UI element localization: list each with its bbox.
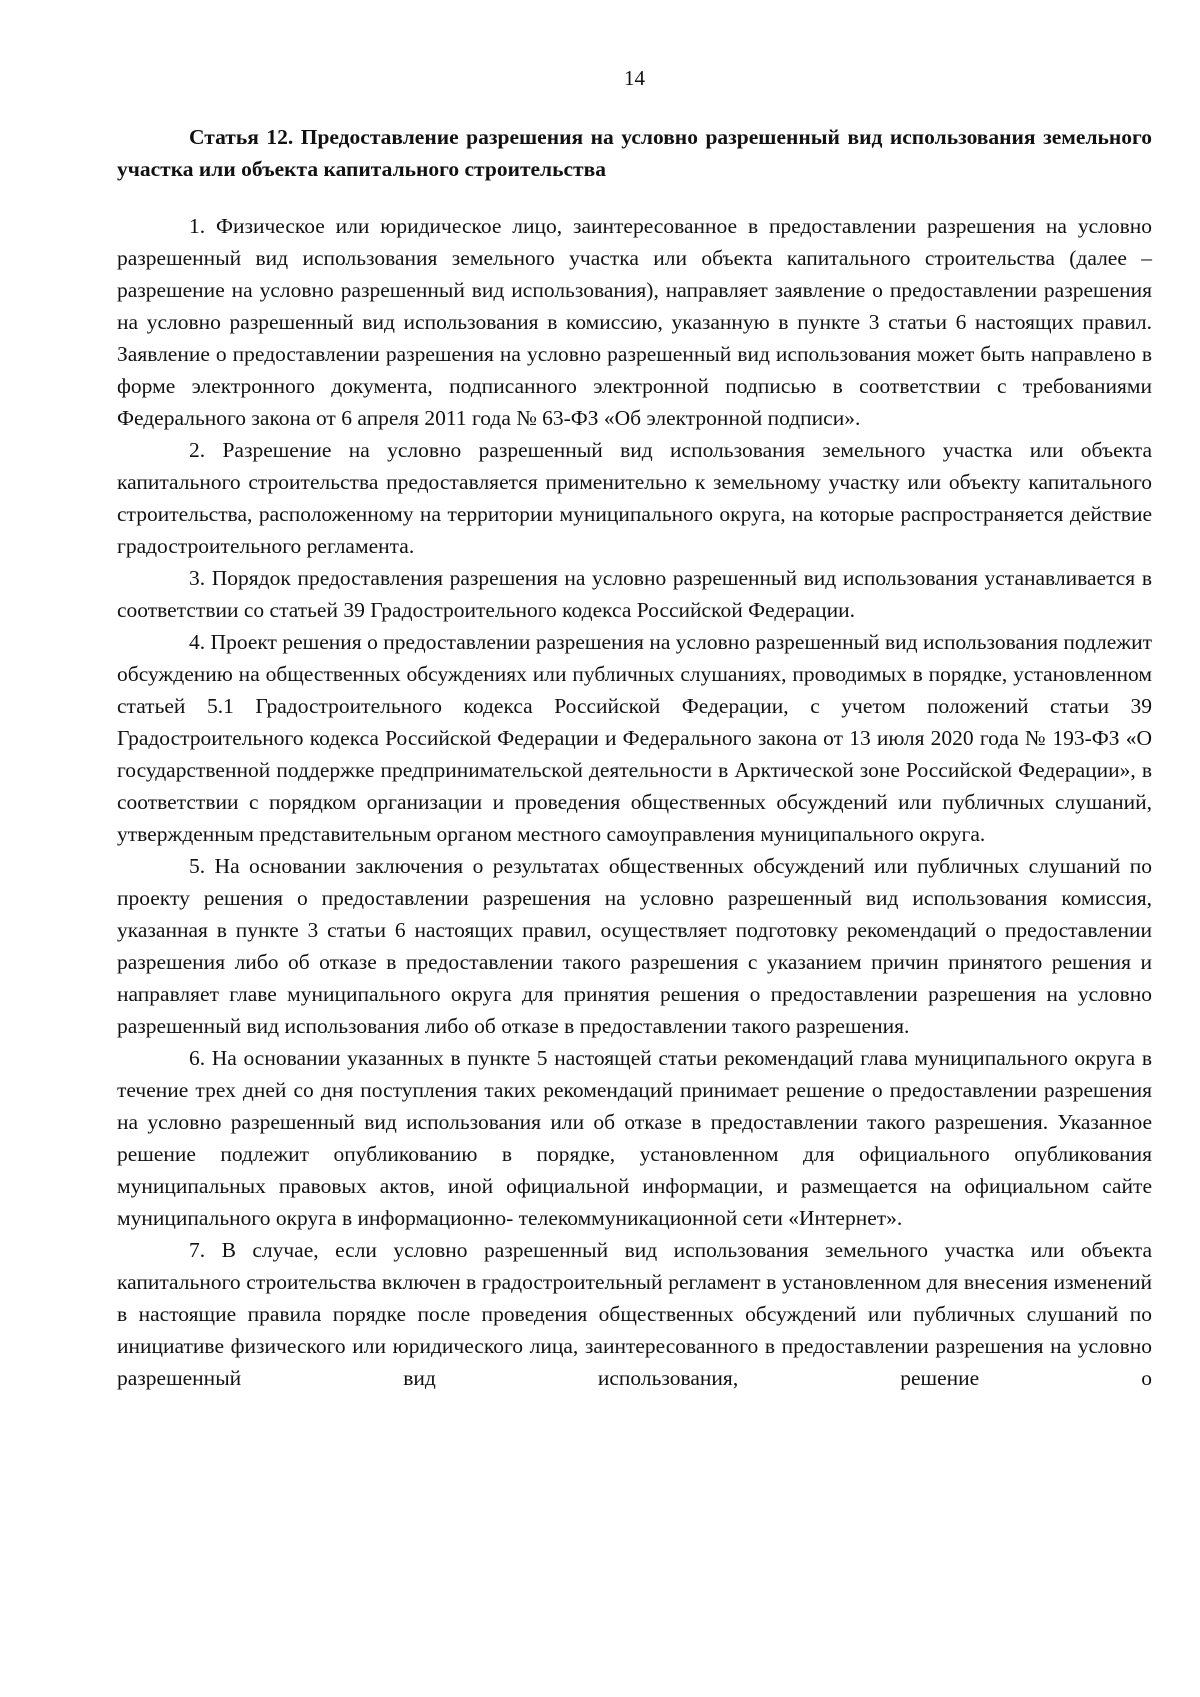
paragraph-7: 7. В случае, если условно разрешенный вид использования земельного участка или объекта капитального строительства включен в градостроительный регламент в установленном для внесения изменений в настоящие правила порядке после проведения общественных обсуждений или публичных слушаний по инициативе физического или юридического лица, заинтересованного в предоставлении разрешения на условно разрешенный вид использования, решение о (117, 1238, 1152, 1390)
paragraph-5: 5. На основании заключения о результатах общественных обсуждений или публичных слушаний по проекту решения о предоставлении разрешения на условно разрешенный вид использования комиссия, указанная в пункте 3 статьи 6 настоящих правил, осуществляет подготовку рекомендаций о предоставлении разрешения либо об отказе в предоставлении такого разрешения с указанием причин принятого решения и направляет главе муниципального округа для принятия решения о предоставлении разрешения на условно разрешенный вид использования либо об отказе в предоставлении такого разрешения. (117, 854, 1152, 1038)
paragraph-4: 4. Проект решения о предоставлении разрешения на условно разрешенный вид использования подлежит обсуждению на общественных обсуждениях или публичных слушаниях, проводимых в порядке, установленном статьей 5.1 Градостроительного кодекса Российской Федерации, с учетом положений статьи 39 Градостроительного кодекса Российской Федерации и Федерального закона от 13 июля 2020 года № 193-ФЗ «О государственной поддержке предпринимательской деятельности в Арктической зоне Российской Федерации», в соответствии с порядком организации и проведения общественных обсуждений или публичных слушаний, утвержденным представительным органом местного самоуправления муниципального округа. (117, 630, 1152, 846)
paragraph-3: 3. Порядок предоставления разрешения на условно разрешенный вид использования устанавливается в соответствии со статьей 39 Градостроительного кодекса Российской Федерации. (117, 566, 1152, 622)
article-title: Статья 12. Предоставление разрешения на условно разрешенный вид использования земельного участка или объекта капитального строительства (117, 125, 1152, 181)
page-number: 14 (624, 66, 645, 90)
paragraph-1: 1. Физическое или юридическое лицо, заинтересованное в предоставлении разрешения на условно разрешенный вид использования земельного участка или объекта капитального строительства (далее – разрешение на условно разрешенный вид использования), направляет заявление о предоставлении разрешения на условно разрешенный вид использования в комиссию, указанную в пункте 3 статьи 6 настоящих правил. Заявление о предоставлении разрешения на условно разрешенный вид использования может быть направлено в форме электронного документа, подписанного электронной подписью в соответствии с требованиями Федерального закона от 6 апреля 2011 года № 63-ФЗ «Об электронной подписи». (117, 214, 1152, 430)
paragraph-2: 2. Разрешение на условно разрешенный вид использования земельного участка или объекта капитального строительства предоставляется применительно к земельному участку или объекту капитального строительства, расположенному на территории муниципального округа, на которые распространяется действие градостроительного регламента. (117, 438, 1152, 558)
paragraph-6: 6. На основании указанных в пункте 5 настоящей статьи рекомендаций глава муниципального округа в течение трех дней со дня поступления таких рекомендаций принимает решение о предоставлении разрешения на условно разрешенный вид использования или об отказе в предоставлении такого разрешения. Указанное решение подлежит опубликованию в порядке, установленном для официального опубликования муниципальных правовых актов, иной официальной информации, и размещается на официальном сайте муниципального округа в информационно- телекоммуникационной сети «Интернет». (117, 1046, 1152, 1230)
document-page (117, 66, 1152, 1394)
